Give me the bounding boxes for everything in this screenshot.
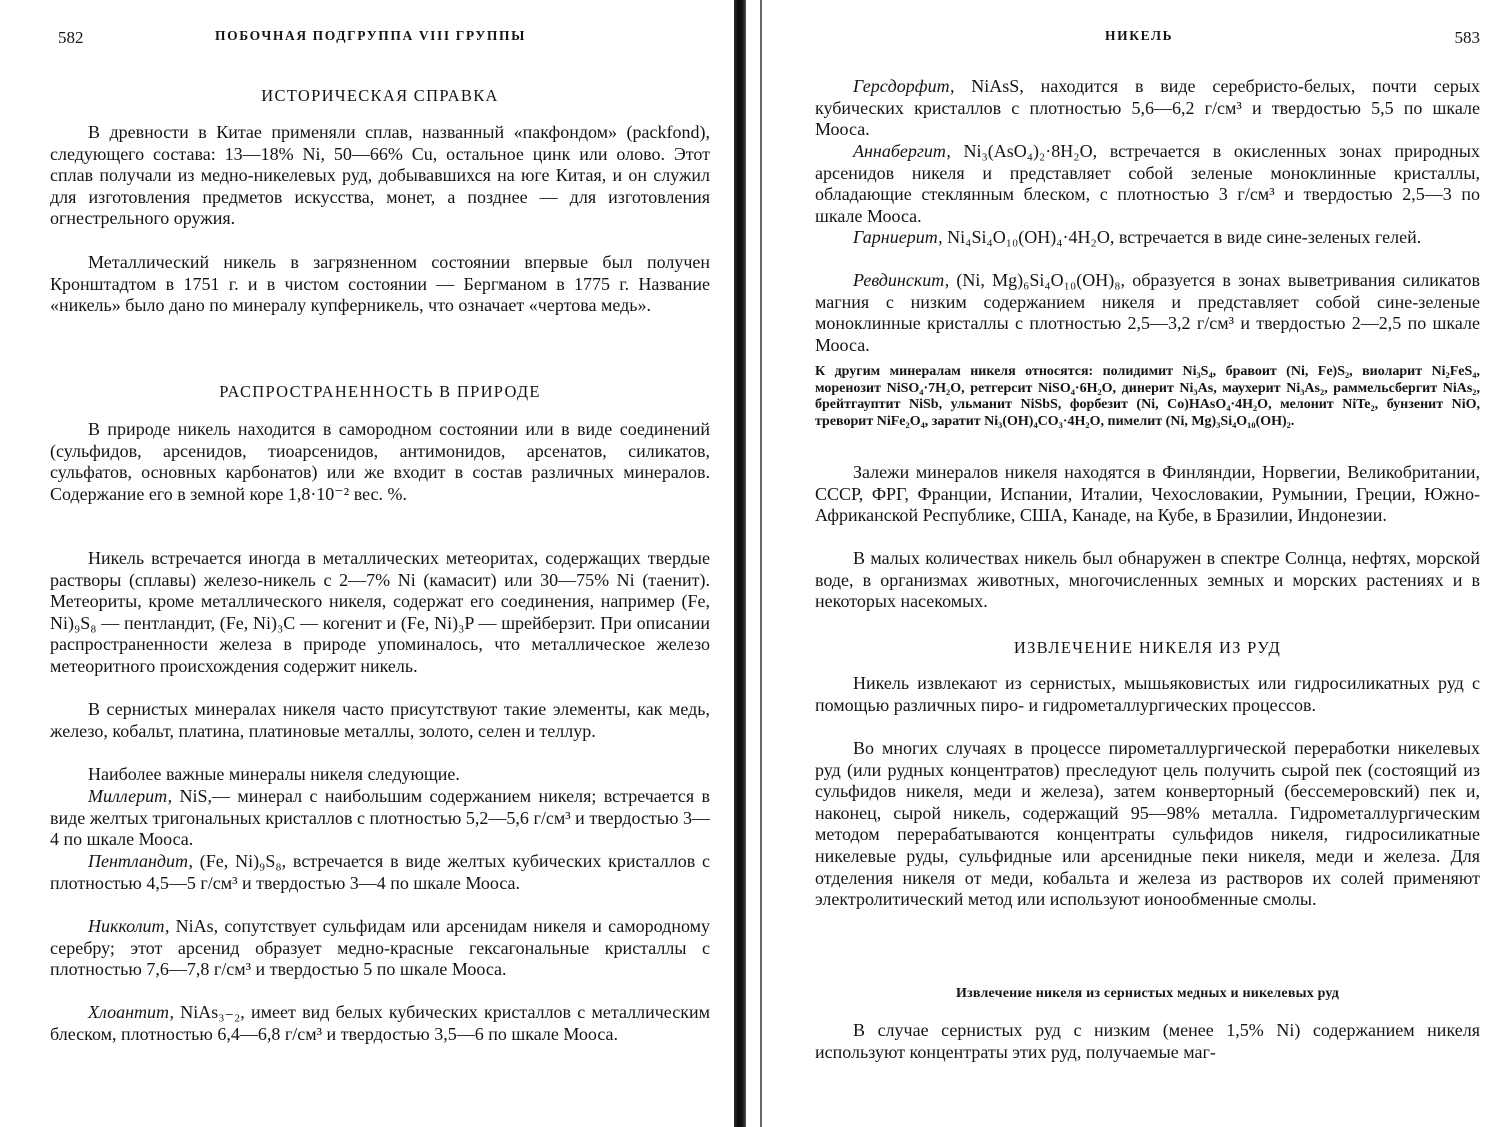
mineral-description: NiS,— минерал с наибольшим содержанием никеля; встречается в виде желтых тригональных кристаллов с плотностью 5,2—5,6 г/см³ и твердостью 3—4 по шкале Мооса. [50,786,710,850]
left-page-number: 582 [58,28,84,47]
mineral-description: Ni₄Si₄O₁₀(OH)₄·4H₂O, встречается в виде сине-зеленых гелей. [942,227,1422,247]
left-running-title: ПОБОЧНАЯ ПОДГРУППА VIII ГРУППЫ [215,28,526,43]
right-page-number: 583 [1454,28,1480,47]
mineral-name: Ревдинскит, [853,270,950,290]
mineral-garnierite [815,227,1480,249]
mineral-name: Гарниерит, [853,227,943,247]
other-minerals-note: К другим минералам никеля относятся: полидимит Ni₃S₄, бравоит (Ni, Fe)S₂, виоларит Ni₂FeS₄, моренозит NiSO₄·7H₂O, ретгерсит NiSO₄·6H₂O, динерит Ni₃As, маухерит Ni₃As₂, раммельсбергит NiAs₂, брейтгауптит NiSb, ульманит NiSbS, форбезит (Ni, Co)HAsO₄·4H₂O, мелонит NiTe₂, бунзенит NiO, треворит NiFe₂O₄, заратит Ni₃(OH)₄CO₃·4H₂O, пимелит (Ni, Mg)₃Si₄O₁₀(OH)₂. [815,364,1480,429]
mineral-name: Пентландит, [88,851,193,871]
extraction-paragraph-1: Никель извлекают из сернистых, мышьяковистых или гидросиликатных руд с помощью различных пиро- и гидрометаллургических процессов. [815,673,1480,715]
heading-extraction: ИЗВЛЕЧЕНИЕ НИКЕЛЯ ИЗ РУД [1013,638,1282,657]
mineral-name: Миллерит, [88,786,173,806]
mineral-description: (Ni, Mg)₆Si₄O₁₀(OH)₈, образуется в зонах выветривания силикатов магния с низким содержанием никеля и представляет собой сине-зеленые моноклинные кристаллы с плотностью 2,5—3,2 г/см³ и твердостью 2—2,5 по шкале Мооса. [815,270,1480,355]
mineral-name: Аннабергит, [853,141,951,161]
mineral-description: NiAs₃₋₂, имеет вид белых кубических кристаллов с металлическим блеском, плотностью 6,4—6,8 г/см³ и твердостью 3,5—6 по шкале Мооса. [50,1002,710,1044]
mineral-revdinskite [815,270,1480,356]
mineral-name: Герсдорфит, [853,76,955,96]
mineral-description: NiAs, сопутствует сульфидам или арсенидам никеля и самородному серебру; этот арсенид образует медно-красные гексагональные кристаллы с плотностью 7,6—7,8 г/см³ и твердостью 5 по шкале Мооса. [50,916,710,980]
book-gutter [734,0,746,1127]
mineral-description: NiAsS, находится в виде серебристо-белых, почти серых кубических кристаллов с плотностью 5,6—6,2 г/см³ и твердостью 5,5 по шкале Мооса. [815,76,1480,140]
traces-paragraph: В малых количествах никель был обнаружен в спектре Солнца, нефтях, морской воде, в организмах животных, многочисленных земных и морских растениях и в некоторых насекомых. [815,548,1480,612]
abundance-paragraph-3: В сернистых минералах никеля часто присутствуют такие элементы, как медь, железо, кобальт, платина, платиновые металлы, золото, селен и теллур. [50,699,710,741]
left-running-head [50,28,710,50]
history-paragraph-2: Металлический никель в загрязненном состоянии впервые был получен Кронштадтом в 1751 г. и в чистом состоянии — Бергманом в 1775 г. Название «никель» было дано по минералу купферникель, что означает «чертова медь». [50,252,710,316]
mineral-description: (Fe, Ni)₉S₈, встречается в виде желтых кубических кристаллов с плотностью 4,5—5 г/см³ и твердостью 3—4 по шкале Мооса. [50,851,710,893]
mineral-name: Хлоантит, [88,1002,174,1022]
extraction-paragraph-2: Во многих случаях в процессе пирометаллургической переработки никелевых руд (или рудных концентратов) преследуют цель получить сырой пек (состоящий из сульфидов никеля, меди и железа), затем конверторный (бессемеровский) пек и, наконец, сырой никель, содержащий 95—98% металла. Гидрометаллургическим методом перерабатываются концентраты сульфидов никеля, гидросиликатные никелевые руды, сульфидные или арсенидные пеки никеля, меди и железа. Для отделения никеля от меди, кобальта и железа из растворов их солей применяют электролитический метод или используют ионообменные смолы. [815,738,1480,910]
mineral-millerite [50,786,710,851]
history-paragraph-1: В древности в Китае применяли сплав, названный «пакфондом» (packfond), следующего состава: 13—18% Ni, 50—66% Cu, остальное цинк или олово. Этот сплав получали из медно-никелевых руд, добывавшихся на юге Китая, и он служил для изготовления предметов искусства, монет, а позднее — для изготовления огнестрельного оружия. [50,122,710,229]
book-gutter-edge [760,0,762,1127]
abundance-paragraph-2: Никель встречается иногда в металлических метеоритах, содержащих твердые растворы (сплавы) железо-никель с 2—7% Ni (камасит) или 30—75% Ni (таенит). Метеориты, кроме металлического никеля, содержат его соединения, например (Fe, Ni)₉S₈ — пентландит, (Fe, Ni)₃C — когенит и (Fe, Ni)₃P — шрейберзит. При описании распространенности железа в природе упоминалось, что металлическое железо метеоритного происхождения содержит никель. [50,548,710,676]
mineral-nickeline [50,916,710,981]
heading-history: ИСТОРИЧЕСКАЯ СПРАВКА [261,86,499,105]
right-running-title: НИКЕЛЬ [1105,28,1174,43]
right-running-head [815,28,1480,50]
left-page [50,0,710,1127]
mineral-pentlandite [50,851,710,894]
mineral-name: Никколит, [88,916,170,936]
heading-abundance: РАСПРОСТРАНЕННОСТЬ В ПРИРОДЕ [219,382,541,401]
mineral-annabergite [815,141,1480,227]
mineral-gersdorffite [815,76,1480,141]
right-page [815,0,1480,1127]
mineral-description: Ni₃(AsO₄)₂·8H₂O, встречается в окисленных зонах природных арсенидов никеля и представляет собой зеленые моноклинные кристаллы, обладающие стеклянным блеском, с плотностью 3 г/см³ и твердостью 2,5—3 по шкале Мооса. [815,141,1480,226]
deposits-paragraph: Залежи минералов никеля находятся в Финляндии, Норвегии, Великобритании, СССР, ФРГ, Франции, Испании, Италии, Чехословакии, Румынии, Греции, Южно-Африканской Республике, США, Канаде, на Кубе, в Бразилии, Индонезии. [815,462,1480,526]
extraction-paragraph-3: В случае сернистых руд с низким (менее 1,5% Ni) содержанием никеля используют концентраты этих руд, получаемые маг- [815,1020,1480,1062]
subheading-sulfide-ores: Извлечение никеля из сернистых медных и никелевых руд [955,986,1340,1001]
abundance-paragraph-4: Наиболее важные минералы никеля следующие. [88,764,460,784]
abundance-paragraph-1: В природе никель находится в самородном состоянии или в виде соединений (сульфидов, арсенидов, тиоарсенидов, антимонидов, арсенатов, силикатов, сульфатов, основных карбонатов) или же входит в состав различных минералов. Содержание его в земной коре 1,8·10⁻² вес. %. [50,419,710,504]
mineral-chloanthite [50,1002,710,1045]
